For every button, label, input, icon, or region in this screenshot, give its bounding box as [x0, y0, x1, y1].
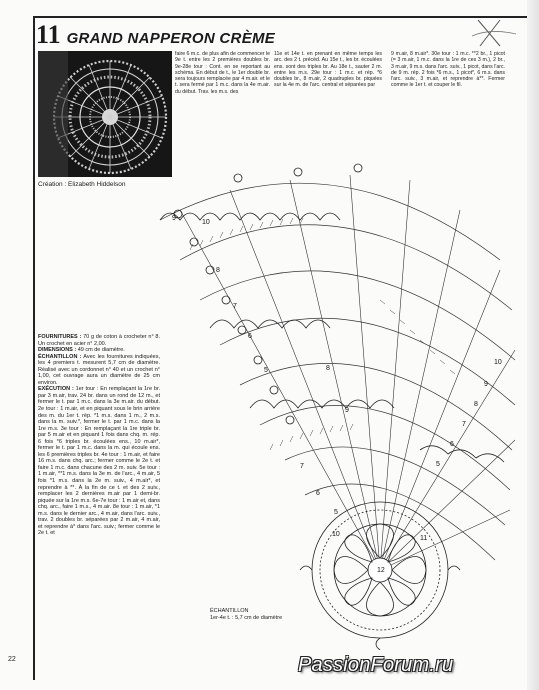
- left-rule: [33, 16, 35, 680]
- echantillon-text: Avec les fournitures indiquées, les 4 premiers t. mesurent 5,7 cm de diamètre. Réalisé avec un cordonnet n° 40 et un crochet n° 1,00, cet ouvrage aura un diamètre de 25 cm environ.: [38, 353, 160, 386]
- fournitures-label: FOURNITURES :: [38, 334, 82, 340]
- pattern-header: [36, 20, 275, 48]
- sample-caption: [210, 608, 282, 622]
- top-rule: [33, 16, 528, 18]
- diagram-label: 6: [248, 333, 252, 340]
- diagram-label: 8: [326, 365, 330, 372]
- diagram-label: 12: [377, 567, 385, 574]
- text-column-1: faire 6 m.c. de plus afin de commencer le 9e t. entre les 2 premières doubles br. 9e-28e tour : Cont. en se reportant au schéma. En début de t., le 1er double br. sera toujours remplacée par 4 m.air. et le t. sera fermé par 1 m.c. dans la 4e m.air. du début. Trav. les m.s. des: [175, 51, 270, 95]
- page-edge: [527, 0, 539, 690]
- fournitures-text: 70 g de coton à crocheter n° 8. Un crochet en acier n° 2,00.: [38, 334, 160, 347]
- execution-text: 1er tour : En remplaçant la 1re br. par 3 m.air, trav. 24 br. dans un rond de 12 m., et fermer le t. par 1 m.c. dans la 3e m.air. du début. 2e tour : 1 m.air, et en piquant sous le brin arrière des m. du 1er t. rép. *1 m.s. dans 1 m., 2 m.s. dans la m. suiv.*, fermer le t. par 1 m.c. dans la 1re m.s. 3e tour : En remplaçant la 1re triple br. par 5 m.air et en piquant 1 fois dans chq. m. rép. 6 fois *6 triples br. écoulées ens., 10 m.air*, fermer le t. par 1 m.c. dans la m. qui écoule ens. les 6 premières triples br. 4e tour : 1 m.air, et faire 16 m.s. dans chq. arc.; fermer comme le 2e t. et faire 1 m.c. dans chacune des 2 m. suiv. 5e tour : 1 m.air, **1 m.s. dans la 3e m. de l'arc., 4 m.air, 5 fois *1 m.s. dans la 2e m. suiv., 4 m.air*, et reprendre à **. À la fin de ce t. et des 2 suiv., remplacer les 2 dernières m.air par 1 demi-br. piquée sur la 1re m.s. 6e-7e tour : 1 m.air et, dans chq. arc., faire 1 m.s., 4 m.air. 8e tour : 1 m.air, *1 m.s. dans le dernier arc., 4 m.air, dans l'arc. suiv., trav. 2 doubles br. séparées par 2 m.air, 4 m.air, et reprendre à* dans l'arc. suiv.; fermer comme le 2e t. et: [38, 386, 160, 537]
- diagram-label: 10: [202, 219, 210, 226]
- pattern-number: 11: [36, 20, 61, 49]
- sample-title: ÉCHANTILLON: [210, 608, 249, 614]
- watermark-logo: PassionForum.ru: [298, 654, 454, 676]
- text-column-2: 11e et 14e t. en prenant en même temps les arc. des 2 t. précéd. Au 15e t., les br. écoulées ens. sont des triples br. Au 18e t., sauter 2 m. entre les m.s. 29e tour : 1 m.c. et rép. *6 doubles br., 8 m.air, 2 quadruples br. piquées sur la 4e m. de l'arc. central et séparées par: [274, 51, 382, 89]
- diagram-label: 10: [494, 359, 502, 366]
- diagram-label: 5: [436, 461, 440, 468]
- dimensions-text: 49 cm de diamètre.: [77, 347, 125, 354]
- diagram-label: 8: [216, 267, 220, 274]
- pattern-title: GRAND NAPPERON CRÈME: [66, 30, 276, 47]
- diagram-label: 5: [264, 367, 268, 374]
- diagram-label: 7: [462, 421, 466, 428]
- dimensions-label: DIMENSIONS :: [38, 347, 77, 354]
- instructions-column: [38, 334, 160, 537]
- diagram-label: 9: [172, 215, 176, 222]
- page-number: 22: [8, 656, 16, 663]
- text-column-3: 9 m.air, 8 m.air*. 30e tour : 1 m.c. **2 br., 1 picot (= 3 m.air, 1 m.c. dans la 1re de ces 3 m.), 2 br., 3 m.air, 9 m.s. dans l'arc. suiv., 1 picot, dans l'arc. de 9 m. rép. 2 fois *6 m.s., 1 picot*, 6 m.s. dans l'arc. suiv., 3 m.air, et reprendre à**. Fermer comme le 1er t. et couper le fil.: [391, 51, 505, 89]
- echantillon-label: ÉCHANTILLON :: [38, 353, 82, 360]
- photo-caption: Création : Elizabeth Hiddelson: [38, 181, 126, 188]
- diagram-label: 11: [420, 535, 428, 542]
- diagram-label: 7: [233, 303, 237, 310]
- diagram-label: 9: [345, 407, 349, 414]
- diagram-label: 7: [300, 463, 304, 470]
- sample-subtitle: 1er-4e t. : 5,7 cm de diamètre: [210, 615, 283, 621]
- diagram-label: 8: [474, 401, 478, 408]
- diagram-label: 10: [332, 531, 340, 538]
- diagram-label: 9: [484, 381, 488, 388]
- diagram-label: 6: [316, 490, 320, 497]
- diagram-label: 5: [334, 509, 338, 516]
- crochet-diagram: [120, 150, 520, 650]
- execution-label: EXÉCUTION :: [38, 386, 74, 393]
- diagram-label: 6: [450, 441, 454, 448]
- corner-decoration: [470, 18, 520, 48]
